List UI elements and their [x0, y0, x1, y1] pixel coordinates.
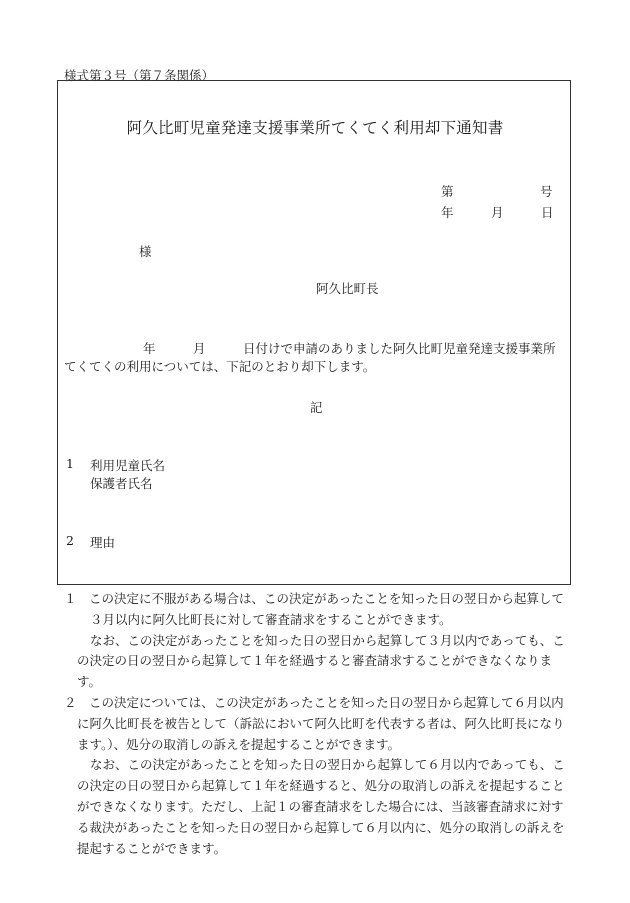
- note-1: [64, 589, 570, 693]
- ki-heading: 記: [310, 400, 323, 415]
- item1-child-name-label: 利用児童氏名: [90, 458, 166, 473]
- note-2-line: ができなくなります。ただし、上記１の審査請求をした場合には、当該審査請求に対す: [77, 798, 564, 814]
- form-box: [57, 80, 571, 585]
- sender-name: 阿久比町長: [316, 281, 379, 296]
- body-line1-rest: 日付けで申請のありました阿久比町児童発達支援事業所: [243, 341, 556, 356]
- note-2-line: ます。）、処分の取消しの訴えを提起することができます。: [77, 736, 401, 752]
- note-2-line: 提起することができます。: [77, 840, 227, 856]
- body-line2: てくてくの利用については、下記のとおり却下します。: [64, 359, 376, 374]
- note-2: [64, 693, 570, 859]
- doc-number-go: 号: [540, 184, 553, 199]
- note-1-line: す。: [77, 674, 102, 690]
- item1-guardian-name-label: 保護者氏名: [90, 476, 153, 491]
- date-year: 年: [441, 205, 454, 220]
- body-month: 月: [193, 341, 206, 356]
- note-1-line: の決定の日の翌日から起算して１年を経過すると審査請求することができなくなりま: [77, 653, 553, 669]
- note-1-line: ３月以内に阿久比町長に対して審査請求をすることができます。: [90, 611, 452, 627]
- note-2-line: る裁決があったことを知った日の翌日から起算して６月以内に、処分の取消しの訴えを: [77, 819, 565, 835]
- note-2-line: に阿久比町長を被告として（訴訟において阿久比町を代表する者は、阿久比町長になり: [77, 715, 565, 731]
- item2-reason-label: 理由: [90, 535, 116, 550]
- note-2-line: なお、この決定があったことを知った日の翌日から起算して６月以内であっても、こ: [90, 757, 565, 773]
- note-2-line: ２ この決定については、この決定があったことを知った日の翌日から起算して６月以内: [64, 695, 564, 710]
- note-1-line: １ この決定に不服がある場合は、この決定があったことを知った日の翌日から起算して: [64, 591, 564, 606]
- form-number: 様式第３号（第７条関係）: [64, 68, 215, 83]
- document-title: 阿久比町児童発達支援事業所てくてく利用却下通知書: [126, 119, 504, 137]
- item2-number: 2: [66, 533, 74, 548]
- date-day: 日: [541, 205, 554, 220]
- date-month: 月: [491, 205, 504, 220]
- body-year: 年: [143, 341, 156, 356]
- item1-number: 1: [66, 456, 74, 471]
- note-2-line: の決定の日の翌日から起算して１年を経過すると、処分の取消しの訴えを提起すること: [77, 778, 565, 794]
- doc-number-dai: 第: [441, 184, 454, 199]
- addressee-honorific: 様: [139, 244, 152, 259]
- note-1-line: なお、この決定があったことを知った日の翌日から起算して３月以内であっても、こ: [90, 632, 565, 648]
